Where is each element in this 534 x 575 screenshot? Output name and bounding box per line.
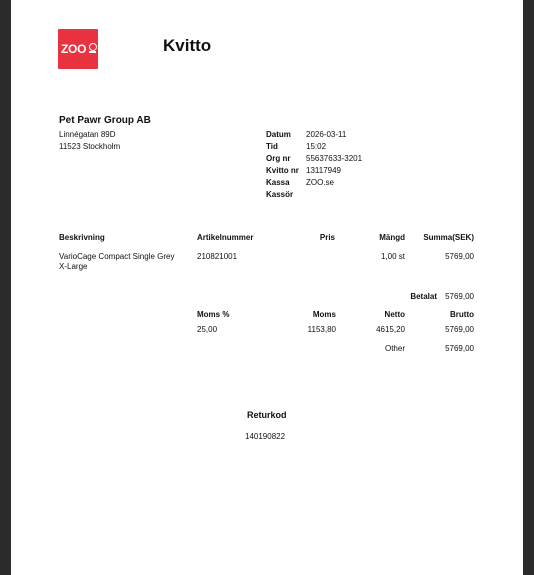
zoo-logo — [58, 29, 98, 69]
items-header-sum: Summa(SEK) — [423, 233, 474, 242]
vat-header-vat: Moms — [312, 310, 336, 319]
item-quantity: 1,00 st — [380, 252, 405, 261]
cashier-label: Kassör — [266, 190, 294, 199]
date-value: 2026-03-11 — [306, 130, 347, 139]
item-article: 210821001 — [197, 252, 238, 261]
item-description: VarioCage Compact Single Grey — [59, 252, 175, 261]
org-label: Org nr — [266, 154, 291, 163]
other-label: Other — [384, 344, 405, 353]
paid-value: 5769,00 — [445, 292, 474, 301]
register-value: ZOO.se — [306, 178, 335, 187]
vat-gross: 5769,00 — [445, 325, 474, 334]
other-value: 5769,00 — [445, 344, 474, 353]
vat-header-rate: Moms % — [197, 310, 230, 319]
time-label: Tid — [266, 142, 278, 151]
paid-label: Betalat — [410, 292, 437, 301]
org-value: 55637633-3201 — [306, 154, 363, 163]
item-sum: 5769,00 — [445, 252, 474, 261]
receipt-page — [11, 0, 523, 575]
items-header-price: Pris — [319, 233, 335, 242]
logo-suffix-mark — [89, 51, 96, 53]
logo-dot-icon — [89, 43, 97, 51]
receipt-number-value: 13117949 — [306, 166, 341, 175]
items-header-description: Beskrivning — [59, 233, 105, 242]
vat-header-gross: Brutto — [450, 310, 474, 319]
page-title: Kvitto — [163, 36, 212, 55]
receipt-number-label: Kvitto nr — [266, 166, 299, 175]
company-name: Pet Pawr Group AB — [59, 115, 151, 126]
items-header-article: Artikelnummer — [197, 233, 254, 242]
vat-header-net: Netto — [384, 310, 405, 319]
vat-amount: 1153,80 — [307, 325, 336, 334]
company-city: 11523 Stockholm — [59, 142, 121, 151]
return-code-label: Returkod — [247, 410, 287, 420]
return-code-value: 140190822 — [245, 432, 286, 441]
item-description-cont: X-Large — [59, 262, 88, 271]
company-street: Linnégatan 89D — [59, 130, 116, 139]
items-header-quantity: Mängd — [379, 233, 405, 242]
date-label: Datum — [266, 130, 291, 139]
register-label: Kassa — [266, 178, 290, 187]
logo-text: ZOO — [61, 42, 87, 56]
table-row — [59, 252, 174, 272]
vat-net: 4615,20 — [376, 325, 405, 334]
time-value: 15:02 — [306, 142, 327, 151]
vat-rate: 25,00 — [197, 325, 218, 334]
